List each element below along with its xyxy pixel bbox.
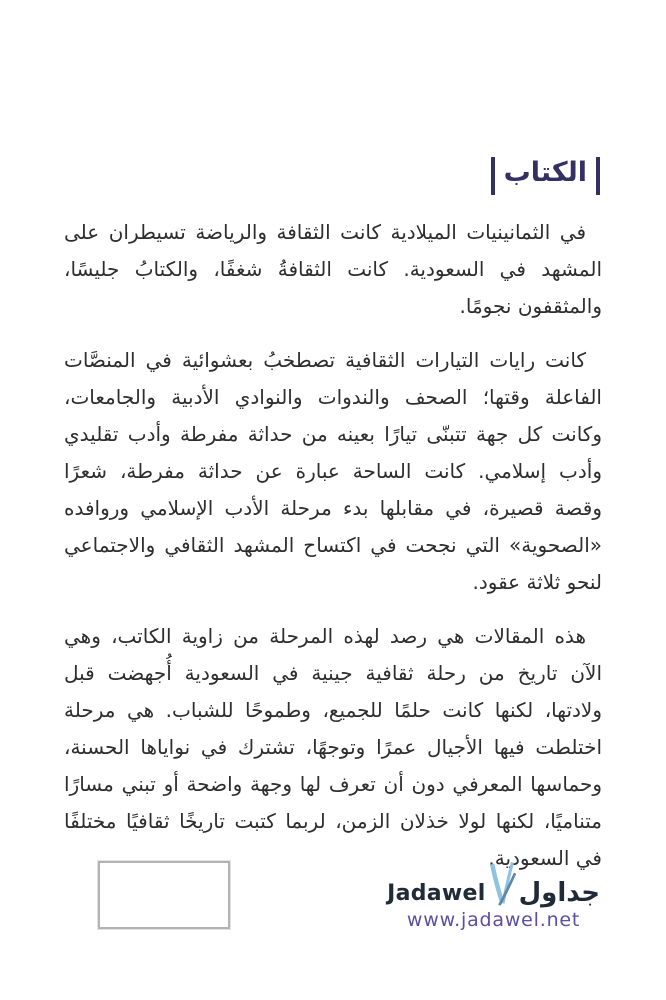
publisher-logo-block <box>387 860 600 931</box>
publisher-website-link[interactable]: www.jadawel.net <box>406 909 581 931</box>
publisher-logo-row <box>387 860 600 908</box>
title-right-bar <box>491 157 495 195</box>
book-description <box>64 214 602 894</box>
barcode-placeholder-box <box>98 861 230 929</box>
page-title: الكتاب <box>503 157 587 188</box>
paragraph-3: هذه المقالات هي رصد لهذه المرحلة من زاوية الكاتب، وهي الآن تاريخ من رحلة ثقافية جينية في السعودية أُجهضت قبل ولادتها، لكنها كانت حلمًا للجميع، وطموحًا للشباب. هي مرحلة اختلطت فيها الأجيال عمرًا وتوجهًا، تشترك في نواياها الحسنة، وحماسها المعرفي دون أن تعرف لها وجهة واضحة أو تبني مسارًا متناميًا، لكنها لولا خذلان الزمن، لربما كتبت تاريخًا ثقافيًا مختلفًا في السعودية. <box>64 624 602 870</box>
paragraph-1: في الثمانينيات الميلادية كانت الثقافة والرياضة تسيطران على المشهد في السعودية. كانت الثقافةُ شغفًا، والكتابُ جليسًا، والمثقفون نجومًا. <box>64 220 602 318</box>
jadawel-v-leaf-icon <box>489 860 516 908</box>
publisher-name-arabic: جداول <box>518 878 600 908</box>
title-left-bar <box>596 157 600 195</box>
publisher-name-latin: Jadawel <box>387 881 486 906</box>
paragraph-2: كانت رايات التيارات الثقافية تصطخبُ بعشوائية في المنصَّات الفاعلة وقتها؛ الصحف والندوات والنوادي الأدبية والجامعات، وكانت كل جهة تتبنّى تيارًا بعينه من حداثة مفرطة وأدب تقليدي وأدب إسلامي. كانت الساحة عبارة عن حداثة مفرطة، شعرًا وقصة قصيرة، في مقابلها بدء مرحلة الأدب الإسلامي وروافده «الصحوية» التي نجحت في اكتساح المشهد الثقافي والاجتماعي لنحو ثلاثة عقود. <box>64 348 602 594</box>
section-title <box>491 157 600 195</box>
